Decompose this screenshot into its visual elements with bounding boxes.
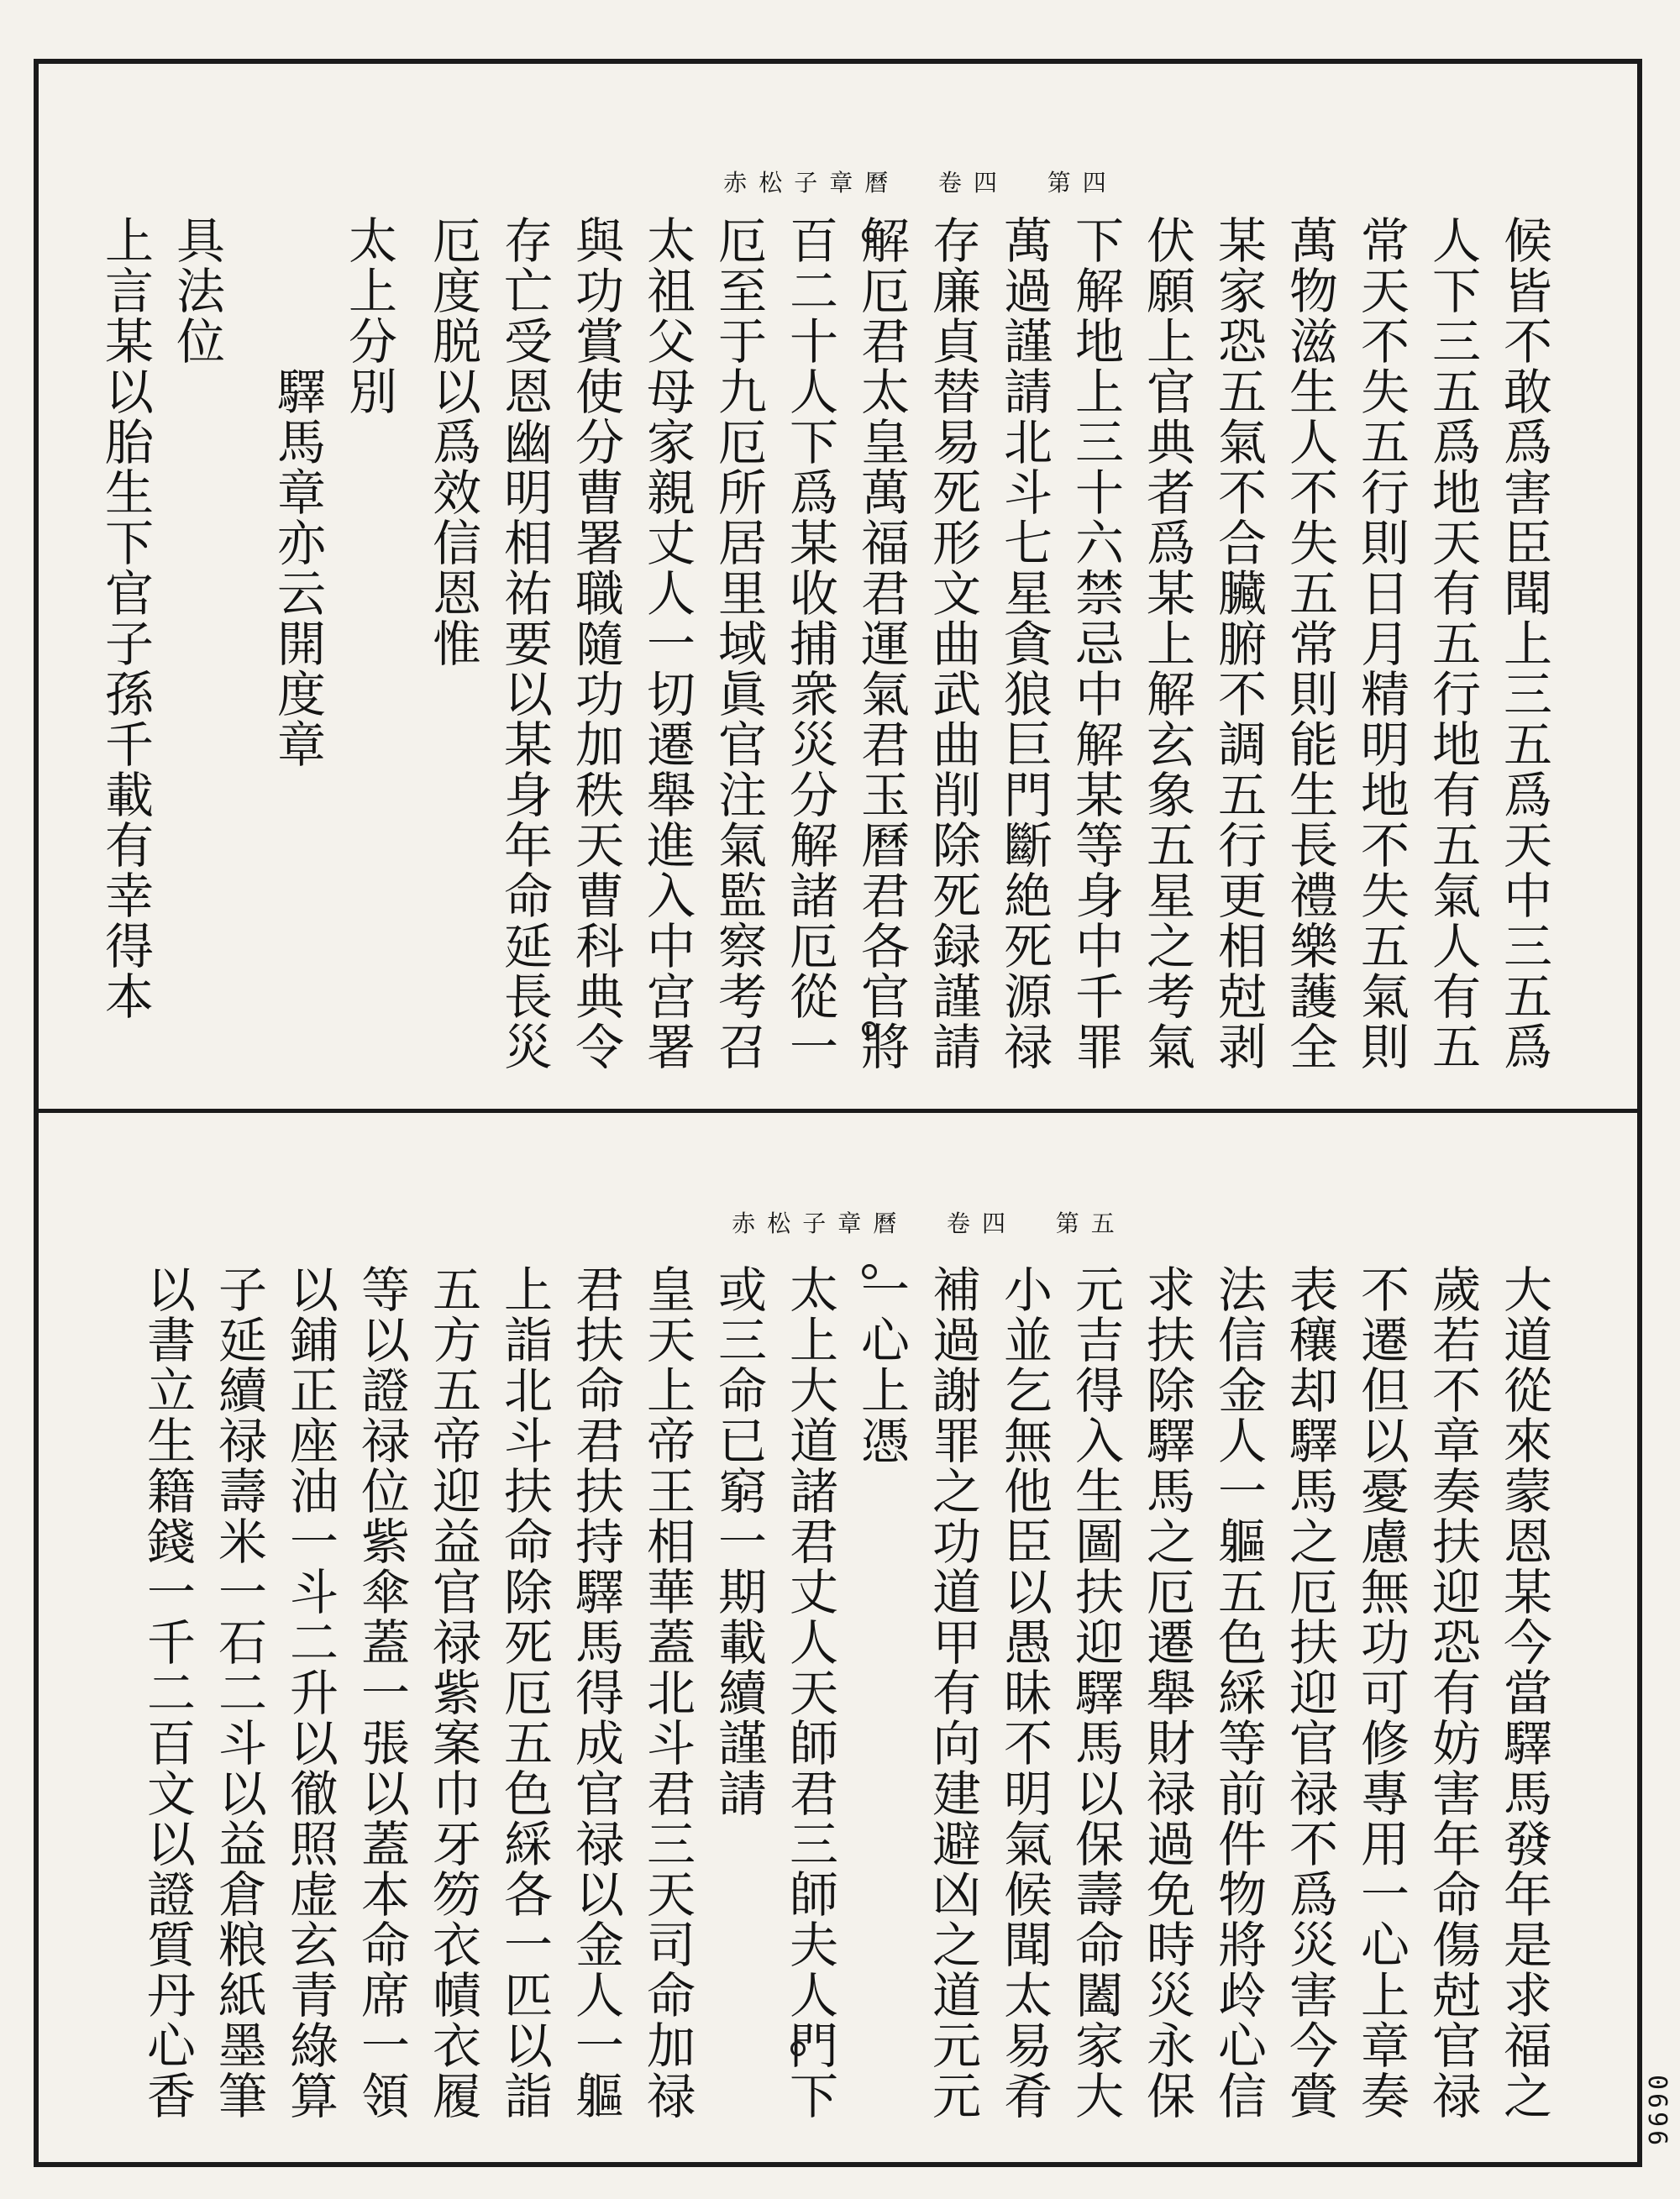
text-column: 君扶命君扶持驛馬得成官禄以金人一軀 [567, 1264, 624, 2121]
text-column: 存亡受恩幽明相祐要以某身年命延長災 [496, 215, 553, 1072]
bottom-page [39, 1113, 1637, 2162]
paragraph-circle-marker [790, 2041, 806, 2056]
text-column: 太祖父母家親丈人一切遷舉進入中宫署 [638, 215, 696, 1072]
text-column: 上言某以胎生下官子孫千載有幸得本 [97, 215, 154, 1021]
text-column: 皇天上帝王相華蓋北斗君三天司命加禄 [638, 1264, 696, 2121]
text-column: 太上大道諸君丈人天師君三師夫人門下 [781, 1264, 838, 2121]
text-column: 某家恐五氣不合臟腑不調五行更相尅剥 [1210, 215, 1267, 1072]
text-column: 伏願上官典者爲某上解玄象五星之考氣 [1138, 215, 1195, 1072]
text-column: 以鋪正座油一斗二升以徹照虚玄青綠算 [281, 1264, 339, 2121]
text-column: 與功賞使分曹署職隨功加秩天曹科典令 [567, 215, 624, 1072]
text-column: 驛馬章亦云開度章 [269, 366, 326, 769]
text-column: 表穰却驛馬之厄扶迎官禄不爲災害今賫 [1281, 1264, 1338, 2121]
text-column: 元吉得入生圖扶迎驛馬以保壽命闔家大 [1067, 1264, 1124, 2121]
text-column: 人下三五爲地天有五行地有五氣人有五 [1424, 215, 1481, 1072]
paragraph-circle-marker [862, 228, 877, 243]
text-column: 五方五帝迎益官禄紫案巾牙笏衣幘衣履 [424, 1264, 481, 2121]
paragraph-circle-marker [862, 1021, 877, 1037]
text-column: 等以證禄位紫傘蓋一張以蓋本命席一領 [353, 1264, 410, 2121]
text-column: 子延續禄壽米一石二斗以益倉粮紙墨筆 [210, 1264, 267, 2121]
text-column: 萬過謹請北斗七星貪狼巨門斷絶死源禄 [995, 215, 1053, 1072]
text-column: 歲若不章奏扶迎恐有妨害年命傷尅官禄 [1424, 1264, 1481, 2121]
text-column: 候皆不敢爲害臣聞上三五爲天中三五爲 [1495, 215, 1552, 1072]
text-column: 補過謝罪之功道甲有向建避凶之道元元 [924, 1264, 981, 2121]
text-column: 太上分別 [340, 215, 397, 417]
text-column: 常天不失五行則日月精明地不失五氣則 [1352, 215, 1410, 1072]
top-page [39, 64, 1637, 1109]
text-column: 萬物滋生人不失五常則能生長禮樂䕶全 [1281, 215, 1338, 1072]
text-column: 不遷但以憂慮無功可修專用一心上章奏 [1352, 1264, 1410, 2121]
paragraph-circle-marker [862, 1264, 877, 1279]
text-column: 厄度脱以爲效信恩惟 [424, 215, 481, 669]
text-column: 厄至于九厄所居里域眞官注氣監察考召 [710, 215, 767, 1072]
top-page-header: 赤松子章曆 卷四 第四 [723, 169, 1118, 197]
text-column: 小並乞無他臣以愚昧不明氣候聞太易肴 [995, 1264, 1053, 2121]
page-number: 0696 [1642, 2074, 1672, 2149]
text-column: 存廉貞替易死形文曲武曲削除死録謹請 [924, 215, 981, 1072]
text-column: 百二十人下爲某收捕衆災分解諸厄從一 [781, 215, 838, 1072]
bottom-page-header: 赤松子章曆 卷四 第五 [732, 1210, 1126, 1237]
text-column: 求扶除驛馬之厄遷舉財禄過免時災永保 [1138, 1264, 1195, 2121]
text-column: 具法位 [168, 215, 225, 366]
text-column: 以書立生籍錢一千二百文以證質丹心香 [139, 1264, 196, 2121]
text-column: 下解地上三十六禁忌中解某等身中千罪 [1067, 215, 1124, 1072]
text-column: 上詣北斗扶命除死厄五色綵各一匹以詣 [496, 1264, 553, 2121]
text-column: 一心上憑 [853, 1264, 910, 1466]
text-column: 解厄君太皇萬福君運氣君玉曆君各官將 [853, 215, 910, 1072]
text-column: 或三命已窮一期載續謹請 [710, 1264, 767, 1819]
text-column: 大道從來蒙恩某今當驛馬發年是求福之 [1495, 1264, 1552, 2121]
text-column: 法信金人一軀五色綵等前件物將㱓心信 [1210, 1264, 1267, 2121]
